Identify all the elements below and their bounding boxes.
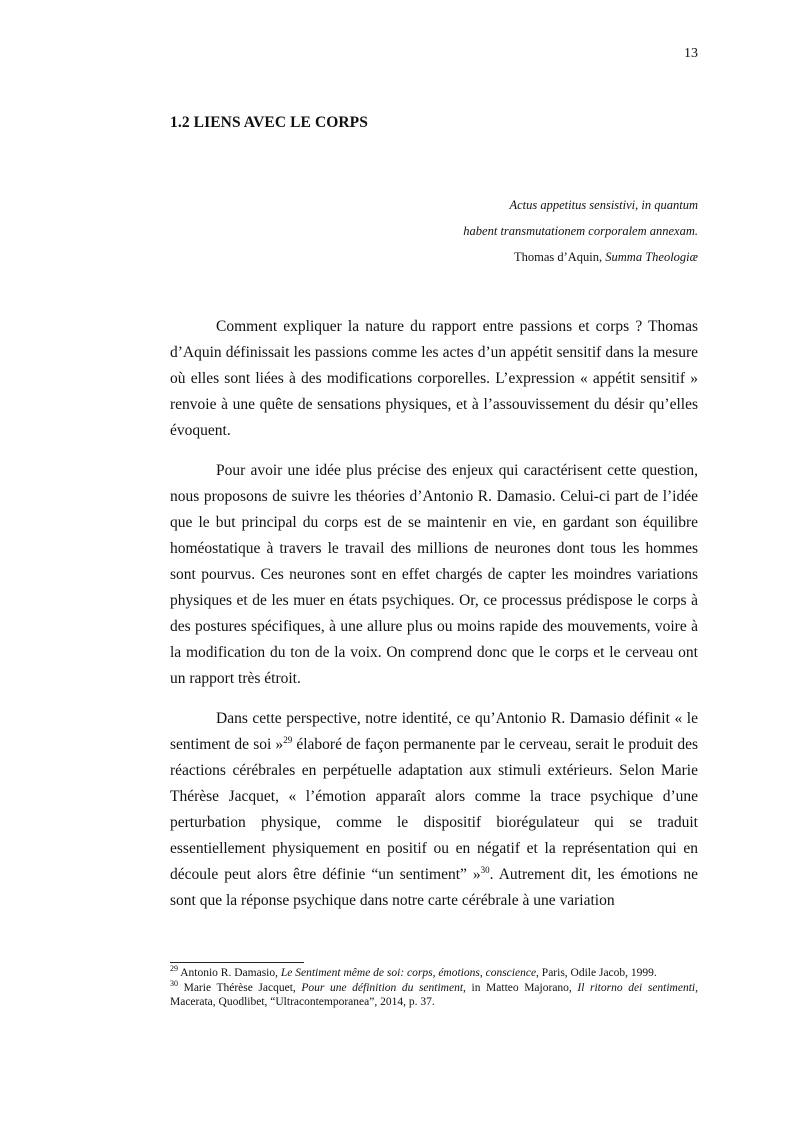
epigraph-work: Summa Theologiæ [605,250,698,264]
epigraph-line-1: Actus appetitus sensistivi, in quantum [509,198,698,212]
paragraph-3-part-c: . Autrement dit, les émotions ne sont que la réponse psychique dans notre carte cérébrale à une variation [170,866,698,909]
footnote-29-post: , Paris, Odile Jacob, 1999. [536,967,657,979]
footnote-30 [170,978,698,1010]
paragraph-1: Comment expliquer la nature du rapport entre passions et corps ? Thomas d’Aquin définissait les passions comme les actes d’un appétit sensitif dans la mesure où elles sont liées à des modifications corporelles. L’expression « appétit sensitif » renvoie à une quête de sensations physiques, et à l’assouvissement du désir qu’elles évoquent. [170,318,698,439]
page-number: 13 [684,46,698,61]
epigraph-author: Thomas d’Aquin, [513,250,603,264]
footnote-30-pre: Marie Thérèse Jacquet, [178,981,302,994]
epigraph [380,192,698,270]
footnote-29-number: 29 [170,964,178,974]
paragraph-2: Pour avoir une idée plus précise des enjeux qui caractérisent cette question, nous proposons de suivre les théories d’Antonio R. Damasio. Celui-ci part de l’idée que le but principal du corps est de se maintenir en vie, en gardant son équilibre homéostatique à travers le travail des millions de neurones dont tous les hommes sont pourvus. Ces neurones sont en effet chargés de capter les moindres variations physiques et de les muer en états psychiques. Or, ce processus prédispose le corps à des postures spécifiques, à une allure plus ou moins rapide des mouvements, voire à la modification du ton de la voix. On comprend donc que le corps et le cerveau ont un rapport très étroit. [170,462,698,687]
paragraph-3-part-a: Dans cette perspective, notre identité, ce qu’Antonio R. Damasio définit « le sentiment de soi » [170,710,698,753]
body-text [170,314,698,928]
footnotes [170,966,698,1010]
footnote-29 [170,966,698,981]
paragraph-3 [170,706,698,914]
footnote-29-pre: Antonio R. Damasio, [178,967,281,979]
paragraph-3-part-b: élaboré de façon permanente par le cerveau, serait le produit des réactions cérébrales en perpétuelle adaptation aux stimuli extérieurs. Selon Marie Thérèse Jacquet, « l’émotion apparaît alors comme la trace psychique d’une perturbation physique, comme le dispositif biorégulateur qui se traduit essentiellement physiquement en positif ou en négatif et la représentation qui en découle peut alors être définie “un sentiment” » [170,736,698,883]
footnote-30-mid: , in Matteo Majorano, [463,981,578,994]
section-heading: 1.2 LIENS AVEC LE CORPS [170,114,368,131]
footnote-30-post: , Macerata, Quodlibet, “Ultracontemporanea”, 2014, p. 37. [170,981,698,1008]
footnote-ref-29[interactable]: 29 [283,734,293,745]
footnote-ref-30[interactable]: 30 [480,864,490,875]
footnote-30-number: 30 [170,978,178,988]
footnote-30-title-2: Il ritorno dei sentimenti [577,981,696,994]
epigraph-attribution [380,244,698,270]
footnote-29-title: Le Sentiment même de soi: corps, émotions, conscience [280,967,537,979]
footnote-separator [170,962,304,963]
epigraph-line-2: habent transmutationem corporalem annexam. [463,224,698,238]
footnote-30-title: Pour une définition du sentiment [301,981,464,994]
